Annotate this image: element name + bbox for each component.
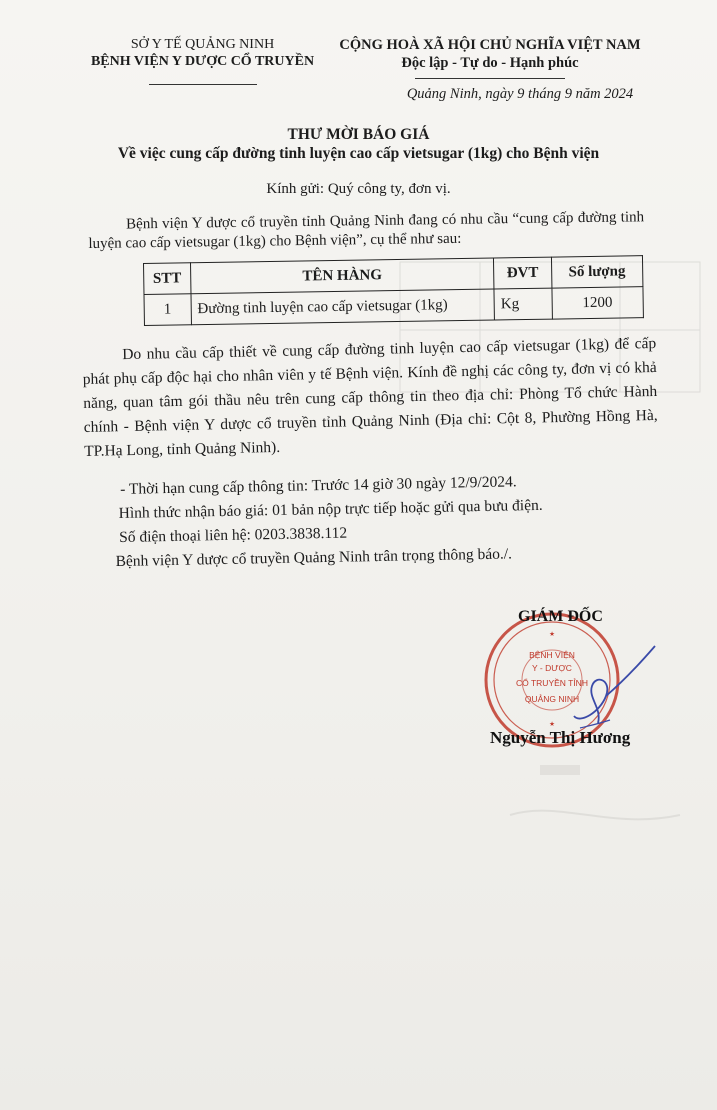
document-subtitle: Về việc cung cấp đường tinh luyện cao cấp vietsugar (1kg) cho Bệnh viện xyxy=(117,145,600,162)
svg-text:Y - DƯỢC: Y - DƯỢC xyxy=(532,663,572,673)
deadline-line: - Thời hạn cung cấp thông tin: Trước 14 giờ 30 ngày 12/9/2024. xyxy=(120,473,517,498)
header-stt: STT xyxy=(144,263,191,295)
svg-text:CỔ TRUYỀN TỈNH: CỔ TRUYỀN TỈNH xyxy=(516,678,588,688)
document-title: THƯ MỜI BÁO GIÁ xyxy=(287,126,430,143)
cell-name: Đường tinh luyện cao cấp vietsugar (1kg) xyxy=(191,289,495,325)
header-unit: ĐVT xyxy=(494,257,552,289)
handwritten-signature xyxy=(540,628,660,738)
header-name: TÊN HÀNG xyxy=(190,258,494,294)
organization-name: BỆNH VIỆN Y DƯỢC CỔ TRUYỀN xyxy=(90,54,315,69)
svg-text:QUẢNG NINH: QUẢNG NINH xyxy=(524,694,580,704)
svg-text:★: ★ xyxy=(549,631,555,638)
cell-qty: 1200 xyxy=(552,287,644,319)
closing-line: Bệnh viện Y dược cổ truyền Quảng Ninh trân trọng thông báo./. xyxy=(115,545,513,571)
nation-title: CỘNG HOÀ XÃ HỘI CHỦ NGHĨA VIỆT NAM xyxy=(339,37,641,53)
svg-text:BỆNH VIỆN: BỆNH VIỆN xyxy=(529,650,575,660)
body-paragraph xyxy=(82,332,658,464)
cell-unit: Kg xyxy=(494,288,552,320)
items-table xyxy=(143,255,644,326)
svg-text:★: ★ xyxy=(549,721,555,728)
motto-divider xyxy=(415,78,565,79)
greeting: Kính gửi: Quý công ty, đơn vị. xyxy=(266,181,451,197)
signer-position: GIÁM ĐỐC xyxy=(518,608,603,625)
national-motto: Độc lập - Tự do - Hạnh phúc xyxy=(401,55,579,71)
document-title-block xyxy=(0,125,717,163)
date-line: Quảng Ninh, ngày 9 tháng 9 năm 2024 xyxy=(406,86,634,102)
organization-header xyxy=(80,36,325,85)
intro-paragraph xyxy=(88,208,644,254)
intro-text: Bệnh viện Y dược cổ truyền tỉnh Quảng Ninh đang có nhu cầu “cung cấp đường tinh luyện cao cấp vietsugar (1kg) cho Bệnh viện”, cụ thể như sau: xyxy=(88,209,645,252)
phone-line: Số điện thoại liên hệ: 0203.3838.112 xyxy=(118,524,348,546)
body-text: Do nhu cầu cấp thiết về cung cấp đường tinh luyện cao cấp vietsugar (1kg) để cấp phát phụ cấp độc hại cho nhân viên y tế Bệnh viện. Kính đề nghị các công ty, đơn vị có khả năng, quan tâm gói thầu nêu trên cung cấp thông tin theo địa chỉ: Phòng Tổ chức Hành chính - Bệnh viện Y dược cổ truyền tỉnh Quảng Ninh (Địa chỉ: Cột 8, Phường Hồng Hà, TP.Hạ Long, tỉnh Quảng Ninh). xyxy=(82,334,658,460)
header-qty: Số lượng xyxy=(551,256,643,288)
parent-organization: SỞ Y TẾ QUẢNG NINH xyxy=(130,37,275,52)
header-divider xyxy=(149,84,257,85)
national-header xyxy=(330,36,650,79)
cell-stt: 1 xyxy=(144,294,191,326)
details-block xyxy=(115,468,660,574)
signer-name: Nguyễn Thị Hương xyxy=(490,728,631,747)
signature-block xyxy=(480,608,670,758)
method-line: Hình thức nhận báo giá: 01 bản nộp trực tiếp hoặc gửi qua bưu điện. xyxy=(118,496,543,522)
